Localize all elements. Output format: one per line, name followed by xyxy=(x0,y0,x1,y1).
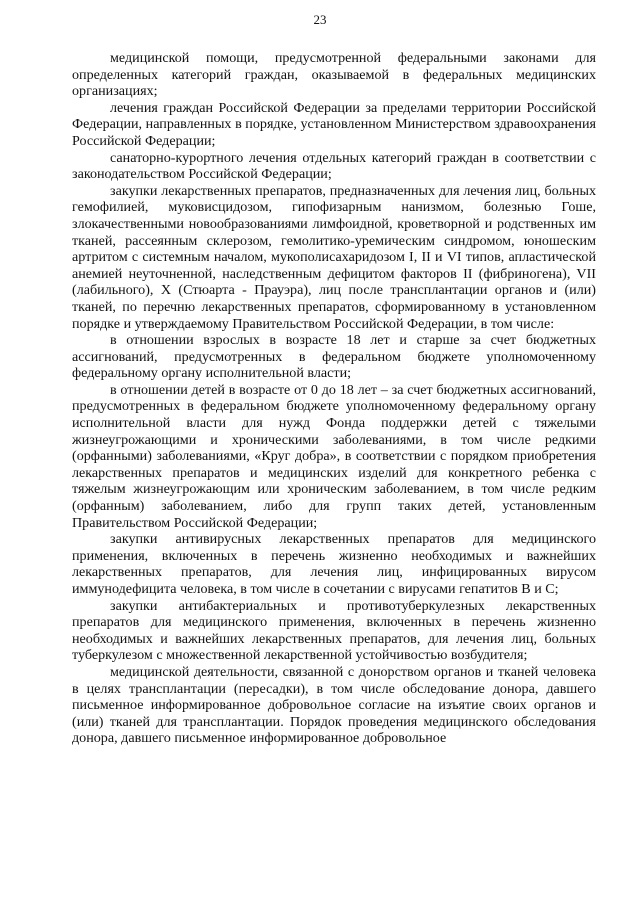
paragraph-9: медицинской деятельности, связанной с донорством органов и тканей человека в целях трансплантации (пересадки), в том числе обследование донора, давшего письменное информированное добровольное согласие на изъятие своих органов и (или) тканей для трансплантации. Порядок проведения медицинского обследования донора, давшего письменное информированное добровольное xyxy=(72,663,596,747)
paragraph-7: закупки антивирусных лекарственных препаратов для медицинского применения, включенных в перечень жизненно необходимых и важнейших лекарственных препаратов, для лечения лиц, инфицированных вирусом иммунодефицита человека, в том числе в сочетании с вирусами гепатитов B и C; xyxy=(72,531,596,597)
document-body xyxy=(72,50,596,747)
page-number: 23 xyxy=(313,12,327,27)
paragraph-2: лечения граждан Российской Федерации за пределами территории Российской Федерации, направленных в порядке, установленном Министерством здравоохранения Российской Федерации; xyxy=(72,99,596,149)
paragraph-4: закупки лекарственных препаратов, предназначенных для лечения лиц, больных гемофилией, муковисцидозом, гипофизарным нанизмом, болезнью Гоше, злокачественными новообразованиями лимфоидной, кроветворной и родственных им тканей, рассеянным склерозом, гемолитико-уремическим синдромом, юношеским артритом с системным началом, мукополисахаридозом I, II и VI типов, апластической анемией неуточненной, наследственным дефицитом факторов II (фибриногена), VII (лабильного), X (Стюарта - Прауэра), лиц после трансплантации органов и (или) тканей, по перечню лекарственных препаратов, сформированному в установленном порядке и утверждаемому Правительством Российской Федерации, в том числе: xyxy=(72,182,596,332)
paragraph-8: закупки антибактериальных и противотуберкулезных лекарственных препаратов для медицинского применения, включенных в перечень жизненно необходимых и важнейших лекарственных препаратов, для лечения лиц, больных туберкулезом с множественной лекарственной устойчивостью возбудителя; xyxy=(72,597,596,664)
paragraph-6: в отношении детей в возрасте от 0 до 18 лет – за счет бюджетных ассигнований, предусмотренных в федеральном бюджете уполномоченному федеральному органу исполнительной власти для нужд Фонда поддержки детей с тяжелыми жизнеугрожающими и хроническими заболеваниями, в том числе редкими (орфанными) заболеваниями, «Круг добра», в соответствии с порядком приобретения лекарственных препаратов и медицинских изделий для конкретного ребенка с тяжелым жизнеугрожающим или хроническим заболеванием, в том числе редким (орфанным) заболеванием, либо для групп таких детей, установленным Правительством Российской Федерации; xyxy=(72,381,596,531)
paragraph-5: в отношении взрослых в возрасте 18 лет и старше за счет бюджетных ассигнований, предусмотренных в федеральном бюджете уполномоченному федеральному органу исполнительной власти; xyxy=(72,332,596,382)
paragraph-3: санаторно-курортного лечения отдельных категорий граждан в соответствии с законодательством Российской Федерации; xyxy=(72,149,596,183)
paragraph-1: медицинской помощи, предусмотренной федеральными законами для определенных категорий граждан, оказываемой в федеральных медицинских организациях; xyxy=(72,50,596,100)
